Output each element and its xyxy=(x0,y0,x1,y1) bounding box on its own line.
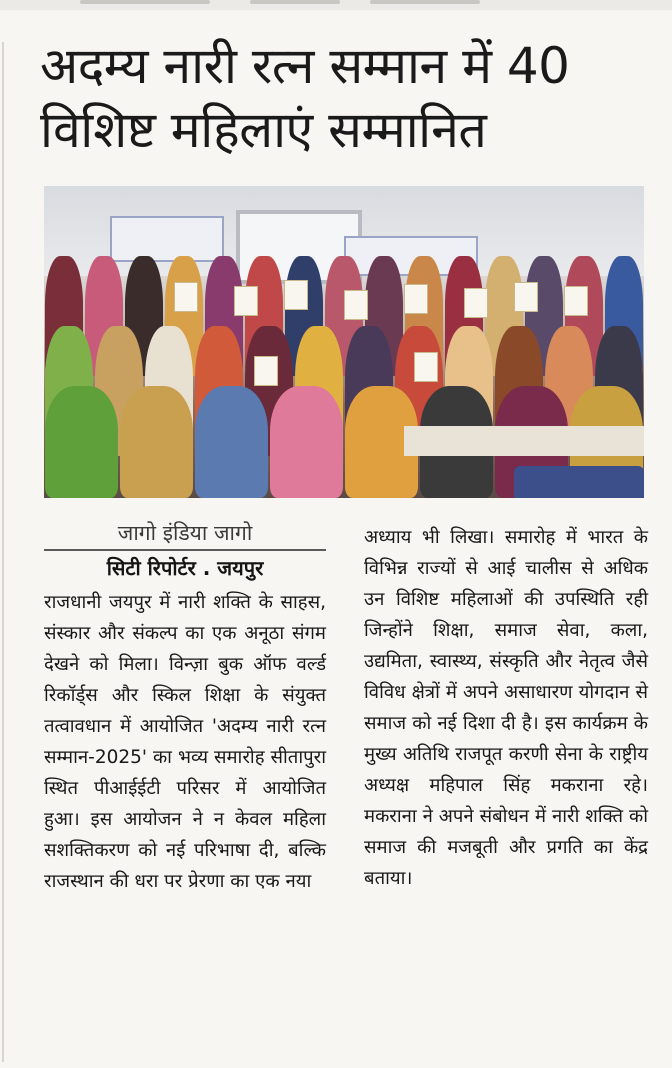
faded-text-fragment xyxy=(80,0,210,4)
body-text-left: राजधानी जयपुर में नारी शक्ति के साहस, संस्कार और संकल्प का एक अनूठा संगम देखने को मिला। विन्ज़ा बुक ऑफ वर्ल्ड रिकॉर्ड्स और स्किल शिक्षा के संयुक्त तत्वावधान में आयोजित 'अदम्य नारी रत्न सम्मान-2025' का भव्य समारोह सीतापुरा स्थित पीआईईटी परिसर में आयोजित हुआ। इस आयोजन ने न केवल महिला सशक्तिकरण को नई परिभाषा दी, बल्कि राजस्थान की धरा पर प्रेरणा का एक नया xyxy=(44,592,326,892)
front-table xyxy=(404,426,644,456)
faded-text-fragment xyxy=(370,0,480,4)
group-photo xyxy=(44,186,644,498)
faded-text-fragment xyxy=(250,0,340,4)
article-body xyxy=(44,518,648,1058)
left-column xyxy=(44,518,326,897)
byline: सिटी रिपोर्टर . जयपुर xyxy=(106,556,264,580)
blue-chairs xyxy=(514,466,644,498)
previous-article-strip xyxy=(0,0,672,10)
right-column xyxy=(364,518,648,894)
body-text-right: अध्याय भी लिखा। समारोह में भारत के विभिन्न राज्यों से आई चालीस से अधिक उन विशिष्ट महिलाओं की उपस्थिति रही जिन्होंने शिक्षा, समाज सेवा, कला, उद्यमिता, स्वास्थ्य, संस्कृति और नेतृत्व जैसे विविध क्षेत्रों में अपने असाधारण योगदान से समाज को नई दिशा दी है। इस कार्यक्रम के मुख्य अतिथि राजपूत करणी सेना के राष्ट्रीय अध्यक्ष महिपाल सिंह मकराना रहे। मकराना ने अपने संबोधन में नारी शक्ति को समाज की मजबूती और प्रगति का केंद्र बताया। xyxy=(364,527,648,889)
kicker: जागो इंडिया जागो xyxy=(44,518,326,551)
column-rule xyxy=(2,42,4,1062)
headline: अदम्य नारी रत्न सम्मान में 40 विशिष्ट महिलाएं सम्मानित xyxy=(40,37,570,159)
